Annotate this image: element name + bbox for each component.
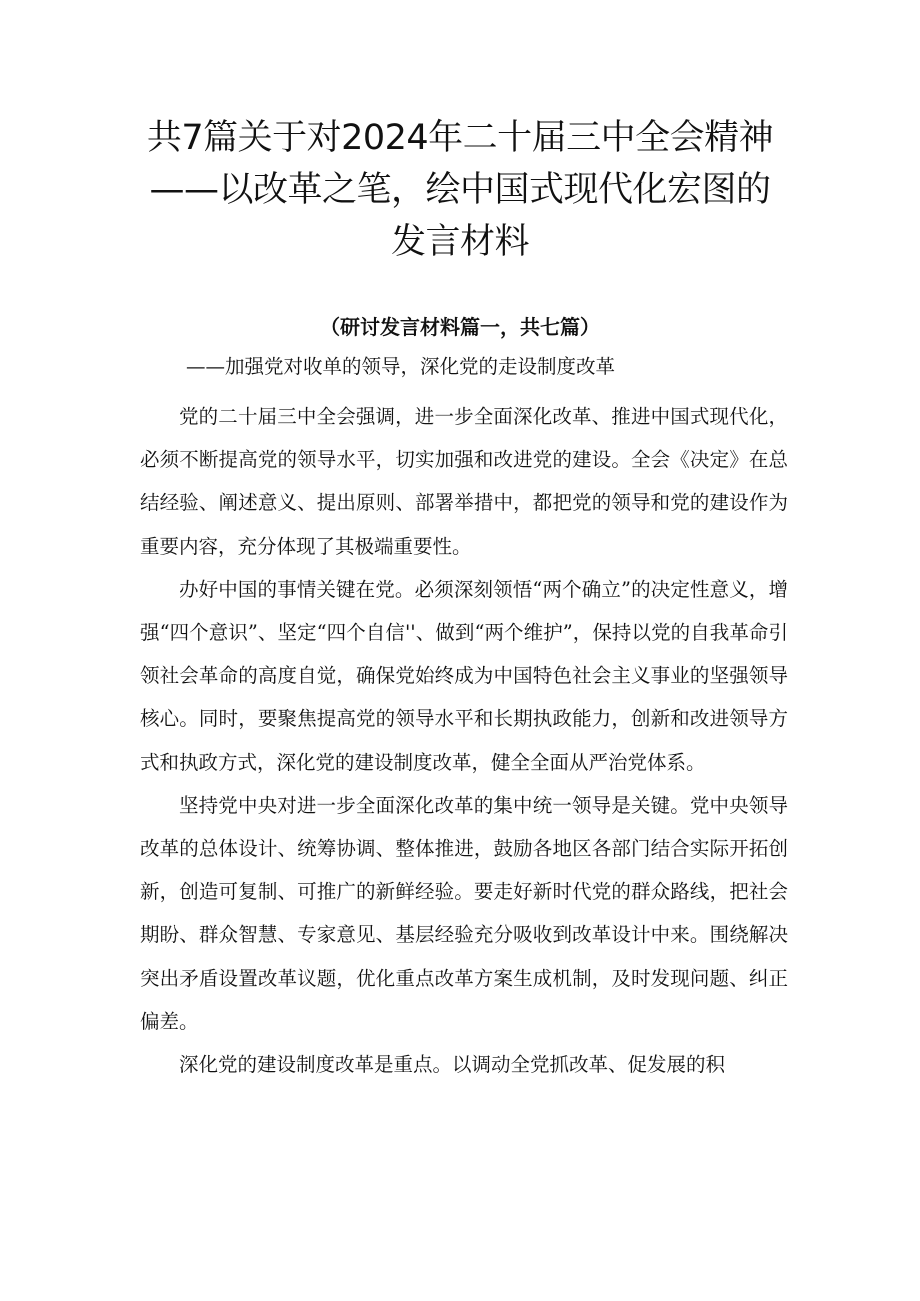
paragraph-2: 办好中国的事情关键在党。必须深刻领悟“两个确立”的决定性意义，增强“四个意识”、坚定“四个自信''、做到“两个维护”，保持以党的自我革命引领社会革命的高度自觉，确保党始终成为中国特色社会主义事业的坚强领导核心。同时，要聚焦提高党的领导水平和长期执政能力，创新和改进领导方式和执政方式，深化党的建设制度改革，健全全面从严治党体系。 xyxy=(140,577,788,774)
paragraph-4: 深化党的建设制度改革是重点。以调动全党抓改革、促发展的积 xyxy=(179,1053,726,1077)
document-theme-line: ——加强党对收单的领导，深化党的走设制度改革 xyxy=(186,355,616,378)
title-line-2: ——以改革之笔，绘中国式现代化宏图的 xyxy=(149,170,771,210)
paragraph-3: 坚持党中央对进一步全面深化改革的集中统一领导是关键。党中央领导改革的总体设计、统筹协调、整体推进，鼓励各地区各部门结合实际开拓创新，创造可复制、可推广的新鲜经验。要走好新时代党的群众路线，把社会期盼、群众智慧、专家意见、基层经验充分吸收到改革设计中来。围绕解决突出矛盾设置改革议题，优化重点改革方案生成机制，及时发现问题、纠正偏差。 xyxy=(140,793,788,1033)
title-line-3: 发言材料 xyxy=(390,222,529,262)
document-body xyxy=(140,395,788,1086)
title-line-1: 共7篇关于对2024年二十届三中全会精神 xyxy=(146,118,774,158)
paragraph-1: 党的二十届三中全会强调，进一步全面深化改革、推进中国式现代化，必须不断提高党的领导水平，切实加强和改进党的建设。全会《决定》在总结经验、阐述意义、提出原则、部署举措中，都把党的领导和党的建设作为重要内容，充分体现了其极端重要性。 xyxy=(140,405,788,558)
document-title xyxy=(100,112,820,268)
document-subtitle: （研讨发言材料篇一，共七篇） xyxy=(320,315,600,339)
